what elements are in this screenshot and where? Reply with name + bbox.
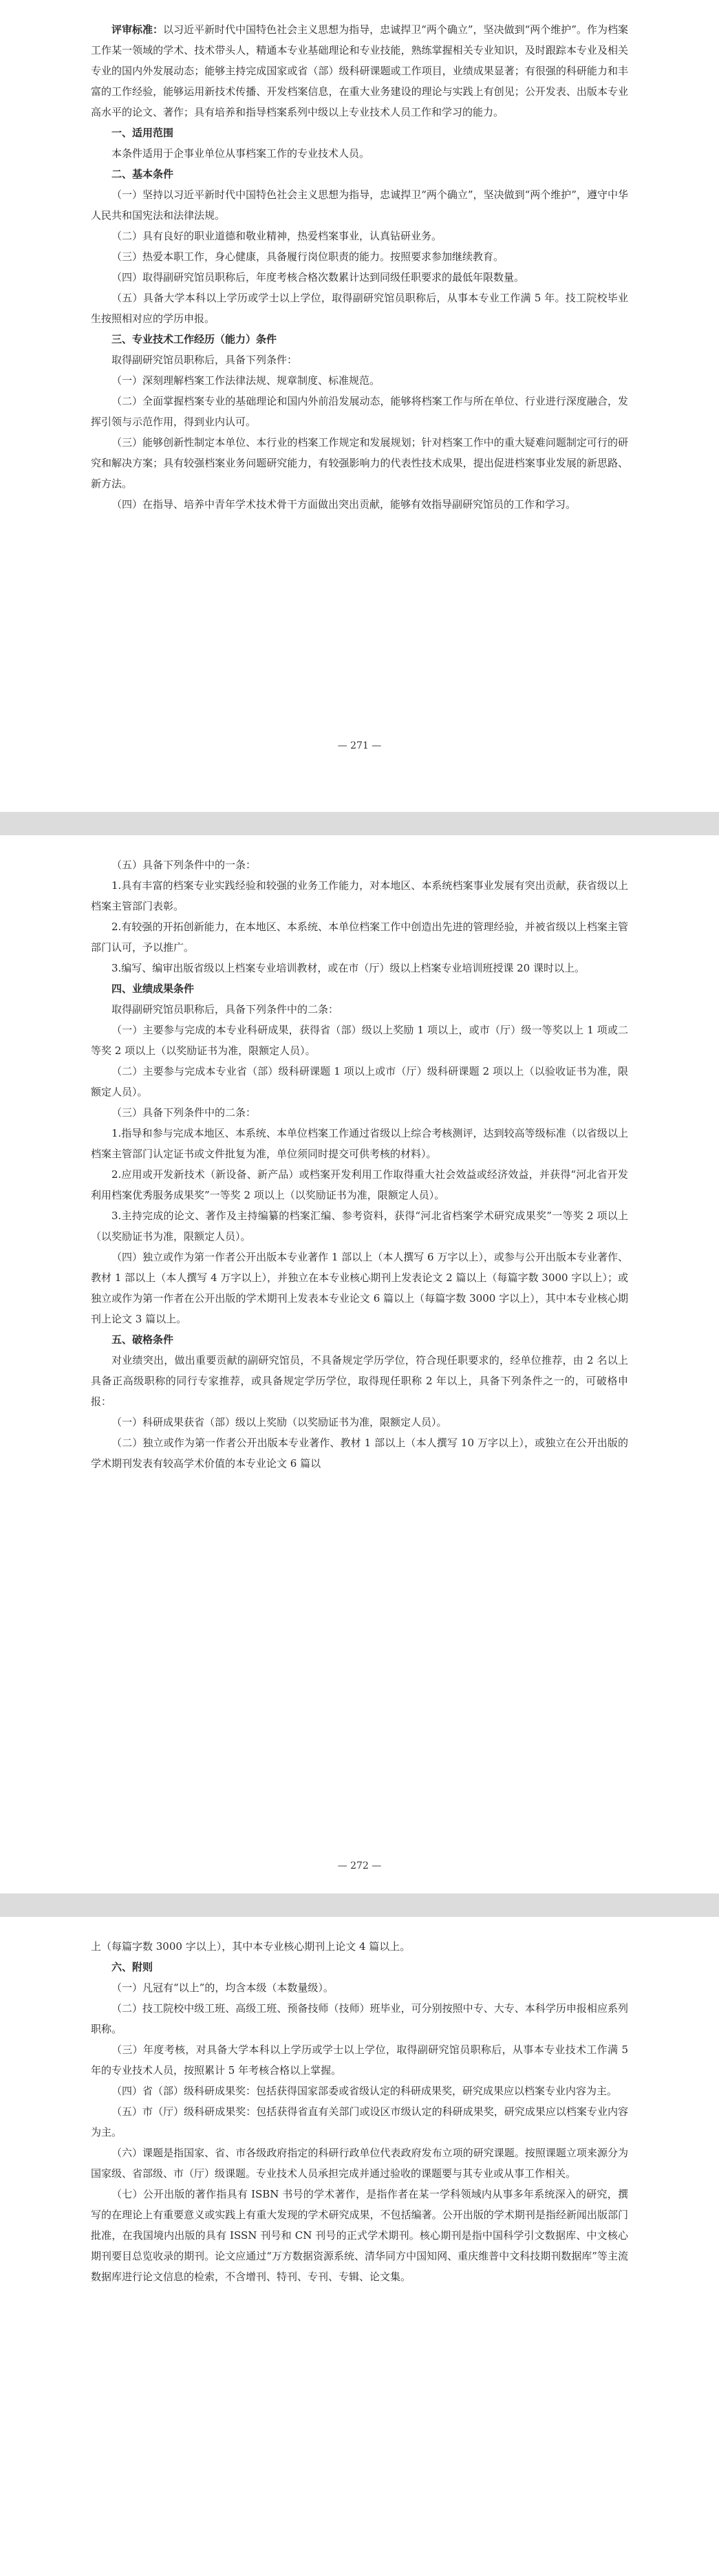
page-number-footer: — 272 — — [337, 1860, 382, 1871]
paragraph: （三）年度考核，对具备大学本科以上学历或学士以上学位，取得副研究馆员职称后，从事本专业技术工作满 5 年的专业技术人员，按照累计 5 年考核合格以上掌握。 — [91, 2043, 628, 2076]
paragraph: 上（每篇字数 3000 字以上），其中本专业核心期刊上论文 4 篇以上。 — [91, 1940, 411, 1953]
section-heading: 三、专业技术工作经历（能力）条件 — [111, 333, 277, 345]
paragraph: （二）具有良好的职业道德和敬业精神，热爱档案事业，认真钻研业务。 — [111, 230, 442, 242]
paragraph: （一）主要参与完成的本专业科研成果，获得省（部）级以上奖励 1 项以上，或市（厅）级一等奖以上 1 项或二等奖 2 项以上（以奖励证书为准，限额定人员）。 — [91, 1024, 628, 1057]
paragraph: （六）课题是指国家、省、市各级政府指定的科研行政单位代表政府发布立项的研究课题。按照课题立项来源分为国家级、省部级、市（厅）级课题。专业技术人员承担完成并通过验收的课题要与其专业或从事工作相关。 — [91, 2147, 628, 2180]
section-heading: 四、业绩成果条件 — [111, 983, 195, 995]
paragraph-text: 以习近平新时代中国特色社会主义思想为指导，忠诚捍卫“两个确立”，坚决做到“两个维护”。作为档案工作某一领域的学术、技术带头人，精通本专业基础理论和专业技能，熟练掌握相关专业知识，及时跟踪本专业及相关专业的国内外发展动态；能够主持完成国家或省（部）级科研课题或工作项目，业绩成果显著；有很强的科研能力和丰富的工作经验，能够运用新技术传播、开发档案信息，在重大业务建设的理论与实践上有创见；公开发表、出版本专业高水平的论文、著作；具有培养和指导档案系列中级以上专业技术人员工作和学习的能力。 — [91, 23, 628, 118]
paragraph — [91, 19, 628, 122]
page-1-content — [91, 19, 628, 515]
paragraph: 本条件适用于企事业单位从事档案工作的专业技术人员。 — [111, 147, 370, 160]
paragraph: 取得副研究馆员职称后，具备下列条件： — [111, 354, 298, 366]
paragraph: （二）全面掌握档案专业的基础理论和国内外前沿发展动态，能够将档案工作与所在单位、行业进行深度融合，发挥引领与示范作用，得到业内认可。 — [91, 395, 628, 428]
page-3-content — [91, 1936, 628, 2287]
paragraph: （五）市（厅）级科研成果奖：包括获得省直有关部门或设区市级认定的科研成果奖，研究成果应以档案专业内容为主。 — [91, 2105, 628, 2138]
paragraph: 对业绩突出，做出重要贡献的副研究馆员，不具备规定学历学位，符合现任职要求的，经单位推荐，由 2 名以上具备正高级职称的同行专家推荐，或具备规定学历学位，取得现任职称 2 年以上，具备下列条件之一的，可破格申报： — [91, 1354, 628, 1408]
page-number-footer: — 271 — — [337, 740, 382, 751]
paragraph: （二）技工院校中级工班、高级工班、预备技师（技师）班毕业，可分别按照中专、大专、本科学历申报相应系列职称。 — [91, 2002, 628, 2035]
paragraph: （一）坚持以习近平新时代中国特色社会主义思想为指导，忠诚捍卫“两个确立”，坚决做到“两个维护”，遵守中华人民共和国宪法和法律法规。 — [91, 189, 628, 222]
page-2-content — [91, 855, 628, 1474]
paragraph: （五）具备下列条件中的一条： — [111, 859, 257, 871]
document-page-1 — [0, 0, 719, 812]
paragraph: （四）省（部）级科研成果奖：包括获得国家部委或省级认定的科研成果奖，研究成果应以档案专业内容为主。 — [111, 2085, 618, 2097]
paragraph: 1.具有丰富的档案专业实践经验和较强的业务工作能力，对本地区、本系统档案事业发展有突出贡献，获省级以上档案主管部门表彰。 — [91, 879, 628, 912]
paragraph: （二）主要参与完成本专业省（部）级科研课题 1 项以上或市（厅）级科研课题 2 项以上（以验收证书为准，限额定人员）。 — [91, 1065, 628, 1098]
paragraph-lead: 评审标准： — [111, 23, 164, 36]
paragraph: （三）热爱本职工作，身心健康，具备履行岗位职责的能力。按照要求参加继续教育。 — [111, 250, 504, 263]
paragraph: （四）独立或作为第一作者公开出版本专业著作 1 部以上（本人撰写 6 万字以上），或参与公开出版本专业著作、教材 1 部以上（本人撰写 4 万字以上），并独立在本专业核心期刊上发表论文 2 篇以上（每篇字数 3000 字以上）；或独立或作为第一作者在公开出版的学术期刊上发表本专业论文 6 篇以上（每篇字数 3000 字以上），其中本专业核心期刊上论文 3 篇以上。 — [91, 1251, 628, 1325]
paragraph: （三）能够创新性制定本单位、本行业的档案工作规定和发展规划；针对档案工作中的重大疑难问题制定可行的研究和解决方案；具有较强档案业务问题研究能力，有较强影响力的代表性技术成果，提出促进档案事业发展的新思路、新方法。 — [91, 436, 628, 490]
paragraph: （一）深刻理解档案工作法律法规、规章制度、标准规范。 — [111, 374, 380, 387]
section-heading: 五、破格条件 — [111, 1333, 174, 1346]
paragraph: 1.指导和参与完成本地区、本系统、本单位档案工作通过省级以上综合考核测评，达到较高等级标准（以省级以上档案主管部门认定证书或文件批复为准，单位须同时提交可供考核的材料）。 — [91, 1127, 628, 1160]
paragraph: 3.主持完成的论文、著作及主持编纂的档案汇编、参考资料，获得“河北省档案学术研究成果奖”一等奖 2 项以上（以奖励证书为准，限额定人员）。 — [91, 1210, 628, 1243]
paragraph: 取得副研究馆员职称后，具备下列条件中的二条： — [111, 1003, 339, 1016]
paragraph: 2.有较强的开拓创新能力，在本地区、本系统、本单位档案工作中创造出先进的管理经验，并被省级以上档案主管部门认可，予以推广。 — [91, 921, 628, 954]
paragraph: 2.应用或开发新技术（新设备、新产品）或档案开发利用工作取得重大社会效益或经济效益，并获得“河北省开发利用档案优秀服务成果奖”一等奖 2 项以上（以奖励证书为准，限额定人员）。 — [91, 1168, 628, 1201]
paragraph: （七）公开出版的著作指具有 ISBN 书号的学术著作，是指作者在某一学科领域内从事多年系统深入的研究，撰写的在理论上有重要意义或实践上有重大发现的学术研究成果，不包括编著。公开出版的学术期刊是指经新闻出版部门批准，在我国境内出版的具有 ISSN 刊号和 CN 刊号的正式学术期刊。核心期刊是指中国科学引文数据库、中文核心期刊要目总览收录的期刊。论文应通过“万方数据资源系统、清华同方中国知网、重庆维普中文科技期刊数据库”等主流数据库进行论文信息的检索，不含增刊、特刊、专刊、专辑、论文集。 — [91, 2188, 628, 2283]
paragraph: （四）在指导、培养中青年学术技术骨干方面做出突出贡献，能够有效指导副研究馆员的工作和学习。 — [111, 498, 577, 511]
paragraph: （五）具备大学本科以上学历或学士以上学位，取得副研究馆员职称后，从事本专业工作满 5 年。技工院校毕业生按照相对应的学历申报。 — [91, 292, 628, 325]
paragraph: （二）独立或作为第一作者公开出版本专业著作、教材 1 部以上（本人撰写 10 万字以上），或独立在公开出版的学术期刊发表有较高学术价值的本专业论文 6 篇以 — [91, 1437, 628, 1470]
document-page-2 — [0, 835, 719, 1893]
paragraph: （一）科研成果获省（部）级以上奖励（以奖励证书为准，限额定人员）。 — [111, 1416, 447, 1428]
document-page-3 — [0, 1917, 719, 2576]
section-heading: 六、附则 — [111, 1961, 153, 1973]
paragraph: （三）具备下列条件中的二条： — [111, 1106, 257, 1119]
section-heading: 一、适用范围 — [111, 127, 174, 139]
paragraph: 3.编写、编审出版省级以上档案专业培训教材，或在市（厅）级以上档案专业培训班授课 20 课时以上。 — [111, 962, 585, 974]
paragraph: （四）取得副研究馆员职称后，年度考核合格次数累计达到同级任职要求的最低年限数量。 — [111, 271, 525, 283]
section-heading: 二、基本条件 — [111, 168, 174, 180]
paragraph: （一）凡冠有“以上”的，均含本级（本数量级）。 — [111, 1982, 334, 1994]
